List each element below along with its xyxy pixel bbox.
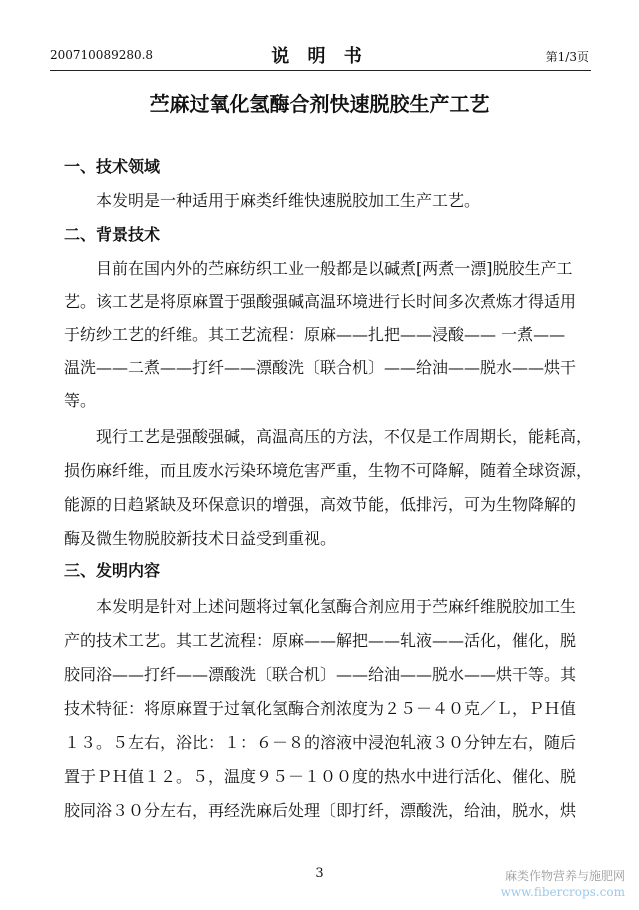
- page-indicator: 第1/3页: [545, 50, 589, 64]
- document-type: 说 明 书: [271, 46, 368, 67]
- body-line: 能源的日趋紧缺及环保意识的增强，高效节能，低排污，可为生物降解的: [64, 495, 577, 514]
- body-line: 现行工艺是强酸强碱，高温高压的方法，不仅是工作周期长，能耗高，: [96, 427, 593, 446]
- body-line: 目前在国内外的苎麻纺织工业一般都是以碱煮[两煮一漂]脱胶生产工: [96, 259, 573, 278]
- body-line: 损伤麻纤维，而且废水污染环境危害严重，生物不可降解，随着全球资源，: [64, 461, 593, 480]
- page-number: 3: [315, 866, 324, 881]
- document-title: 苎麻过氧化氢酶合剂快速脱胶生产工艺: [149, 92, 490, 116]
- section-heading: 三、发明内容: [64, 561, 161, 580]
- body-line: 于纺纱工艺的纤维。其工艺流程：原麻——扎把——浸酸—— 一煮——: [64, 325, 566, 344]
- header-divider: [50, 70, 591, 71]
- body-line: 艺。该工艺是将原麻置于强酸强碱高温环境进行长时间多次煮炼才得适用: [64, 292, 577, 311]
- body-line: 等。: [64, 391, 97, 410]
- watermark-text: 麻类作物营养与施肥网: [504, 869, 625, 883]
- body-line: 胶同浴——打纤——漂酸洗〔联合机〕——给油——脱水——烘干等。其: [64, 665, 577, 684]
- page-header: [50, 42, 589, 66]
- body-line: 置于ＰＨ值１２。５，温度９５－１００度的热水中进行活化、催化、脱: [64, 767, 577, 786]
- body-line: 产的技术工艺。其工艺流程：原麻——解把——轧液——活化，催化，脱: [64, 631, 577, 650]
- watermark-url: www.fibercrops.com: [500, 885, 625, 899]
- body-line: 胶同浴３０分左右，再经洗麻后处理〔即打纤，漂酸洗，给油，脱水，烘: [64, 801, 577, 820]
- body-line: １３。５左右，浴比：１：６－８的溶液中浸泡轧液３０分钟左右，随后: [64, 733, 577, 752]
- document-number: 200710089280.8: [50, 48, 154, 62]
- body-line: 温洗——二煮——打纤——漂酸洗〔联合机〕——给油——脱水——烘干: [64, 358, 577, 377]
- body-line: 技术特征：将原麻置于过氧化氢酶合剂浓度为２５－４０克／Ｌ，ＰＨ值: [64, 699, 577, 718]
- body-line: 酶及微生物脱胶新技术日益受到重视。: [64, 529, 337, 548]
- section-heading: 一、技术领域: [64, 157, 161, 176]
- body-line: 本发明是针对上述问题将过氧化氢酶合剂应用于苎麻纤维脱胶加工生: [96, 597, 577, 616]
- body-line: 本发明是一种适用于麻类纤维快速脱胶加工生产工艺。: [96, 191, 481, 210]
- section-heading: 二、背景技术: [64, 225, 161, 244]
